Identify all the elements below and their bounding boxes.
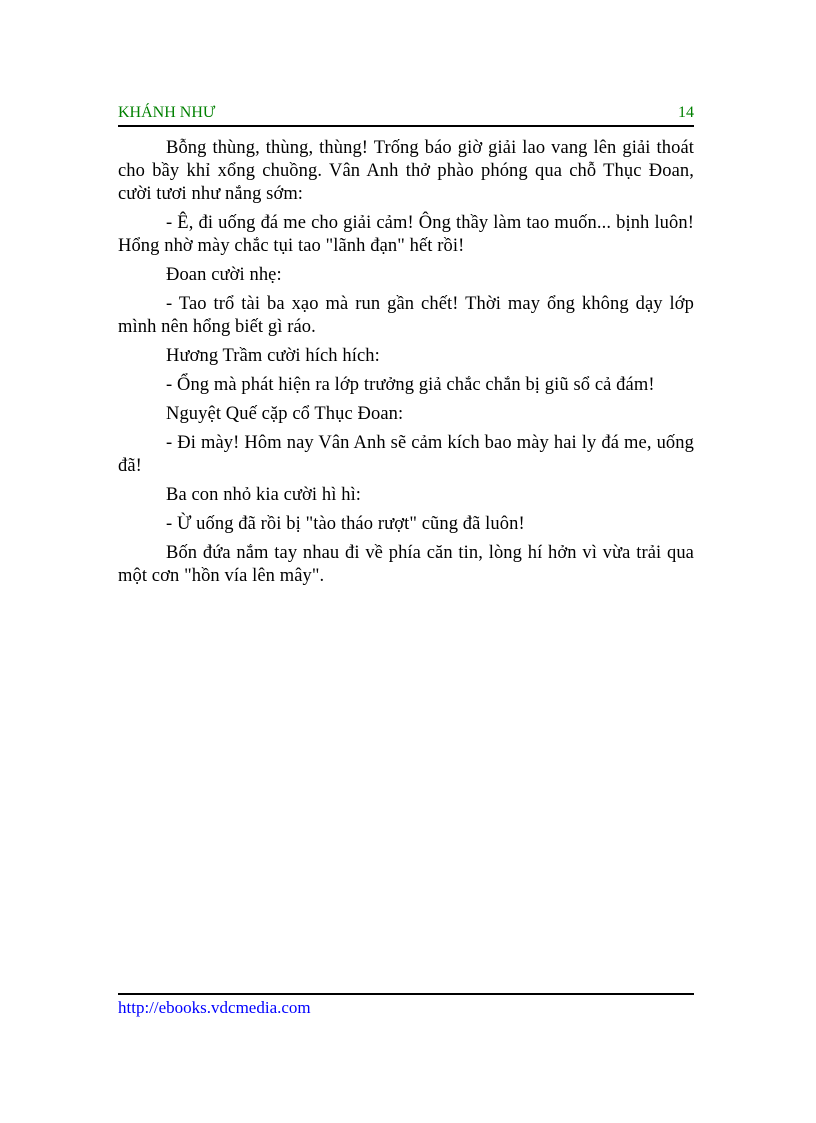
paragraph: - Ừ uống đã rồi bị "tào tháo rượt" cũng đã luôn!	[166, 514, 525, 534]
paragraph: - Đi mày! Hôm nay Vân Anh sẽ cảm kích bao mày hai ly đá me, uống đã!	[118, 433, 694, 476]
paragraph: - Ê, đi uống đá me cho giải cảm! Ông thầy làm tao muốn... bịnh luôn! Hổng nhờ mày chắc tụi tao "lãnh đạn" hết rồi!	[118, 213, 694, 256]
paragraph: Hương Trầm cười hích hích:	[166, 346, 380, 366]
page-body	[118, 137, 694, 594]
page-header	[118, 101, 694, 127]
paragraph: Bỗng thùng, thùng, thùng! Trống báo giờ giải lao vang lên giải thoát cho bầy khỉ xổng chuồng. Vân Anh thở phào phóng qua chỗ Thục Đoan, cười tươi như nắng sớm:	[118, 138, 694, 204]
page-number: 14	[678, 104, 694, 121]
paragraph: Nguyệt Quế cặp cổ Thục Đoan:	[166, 404, 404, 424]
paragraph: - Tao trổ tài ba xạo mà run gần chết! Thời may ổng không dạy lớp mình nên hổng biết gì ráo.	[118, 294, 694, 337]
footer-link[interactable]: http://ebooks.vdcmedia.com	[118, 998, 311, 1017]
author-name: KHÁNH NHƯ	[118, 104, 216, 121]
paragraph: Bốn đứa nắm tay nhau đi về phía căn tin, lòng hí hởn vì vừa trải qua một cơn "hồn vía lên mây".	[118, 543, 694, 586]
page-footer	[118, 993, 694, 1018]
paragraph: - Ổng mà phát hiện ra lớp trưởng giả chắc chắn bị giũ sổ cả đám!	[166, 375, 655, 395]
paragraph: Đoan cười nhẹ:	[166, 265, 282, 285]
paragraph: Ba con nhỏ kia cười hì hì:	[166, 485, 362, 505]
